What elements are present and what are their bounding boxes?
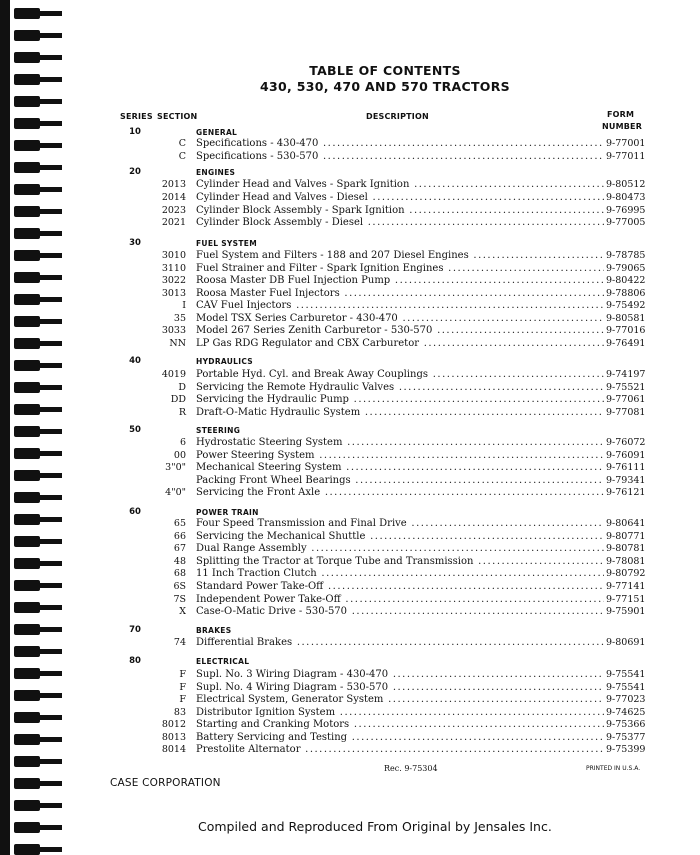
header-form: FORM (607, 110, 635, 119)
toc-entry-row (70, 337, 700, 350)
section-code: F (179, 682, 186, 693)
entry-description: Fuel System and Filters - 188 and 207 Diesel Engines ..... (196, 249, 604, 262)
entry-description: Servicing the Front Axle ..... (196, 486, 604, 499)
form-number: 9-80771 (606, 531, 646, 542)
toc-entry-row (70, 150, 700, 163)
binding-ring (14, 536, 40, 547)
form-number: 9-77061 (606, 394, 646, 405)
section-code: X (179, 606, 186, 617)
entry-description: Electrical System, Generator System ..... (196, 693, 604, 706)
form-number: 9-77001 (606, 138, 646, 149)
toc-entry-row (70, 436, 700, 449)
compiled-by-note: Compiled and Reproduced From Original by Jensales Inc. (198, 819, 552, 834)
form-number: 9-76072 (606, 437, 646, 448)
section-code: I (182, 300, 186, 311)
section-code: 4019 (161, 369, 186, 380)
section-code: 3110 (161, 263, 186, 274)
form-number: 9-76121 (606, 487, 646, 498)
binding-ring (14, 426, 40, 437)
entry-description: Supl. No. 3 Wiring Diagram - 430-470 ..... (196, 668, 604, 681)
form-number: 9-77141 (606, 581, 646, 592)
header-number: NUMBER (602, 122, 643, 131)
section-code: 48 (173, 556, 186, 567)
form-number: 9-74625 (606, 707, 646, 718)
form-number: 9-75901 (606, 606, 646, 617)
category-heading: BRAKES (196, 626, 232, 635)
binding-ring (14, 690, 40, 701)
binding-ring (14, 756, 40, 767)
entry-description: Cylinder Head and Valves - Spark Ignition ..... (196, 178, 604, 191)
section-code: 8014 (161, 744, 186, 755)
entry-description: Specifications - 530-570 ..... (196, 150, 604, 163)
binding-ring (14, 668, 40, 679)
header-section: SECTION (157, 112, 198, 121)
form-number: 9-75492 (606, 300, 646, 311)
section-code: 3033 (161, 325, 186, 336)
toc-entry-row (70, 580, 700, 593)
form-number: 9-80792 (606, 568, 646, 579)
entry-description: Specifications - 430-470 ..... (196, 137, 604, 150)
form-number: 9-75541 (606, 669, 646, 680)
toc-entry-row (70, 368, 700, 381)
binding-ring (14, 140, 40, 151)
binding-ring (14, 118, 40, 129)
series-number: 10 (129, 127, 141, 137)
section-code: 3"0" (165, 462, 186, 473)
section-code: R (178, 407, 186, 418)
entry-description: CAV Fuel Injectors ..... (196, 299, 604, 312)
toc-entry-row (70, 299, 700, 312)
entry-description: Model 267 Series Zenith Carburetor - 530-570 ..... (196, 324, 604, 337)
entry-description: Independent Power Take-Off ..... (196, 593, 604, 606)
section-code: NN (169, 338, 186, 349)
binding-ring (14, 316, 40, 327)
binding-ring (14, 602, 40, 613)
series-number: 30 (129, 238, 141, 248)
section-code: 35 (173, 313, 186, 324)
page-subtitle: 430, 530, 470 AND 570 TRACTORS (260, 79, 510, 94)
series-number: 60 (129, 507, 141, 517)
binding-ring (14, 734, 40, 745)
toc-entry-row (70, 668, 700, 681)
toc-entry-row (70, 324, 700, 337)
binding-ring (14, 580, 40, 591)
form-number: 9-76491 (606, 338, 646, 349)
form-number: 9-80473 (606, 192, 646, 203)
toc-entry-row (70, 406, 700, 419)
form-number: 9-77081 (606, 407, 646, 418)
entry-description: Standard Power Take-Off ..... (196, 580, 604, 593)
section-code: 83 (173, 707, 186, 718)
section-code: 2021 (161, 217, 186, 228)
binding-ring (14, 30, 40, 41)
entry-description: Prestolite Alternator ..... (196, 743, 604, 756)
form-number: 9-78806 (606, 288, 646, 299)
binding-ring (14, 404, 40, 415)
category-heading: FUEL SYSTEM (196, 239, 257, 248)
binding-spine (0, 0, 10, 855)
spiral-binding (0, 0, 70, 855)
section-code: 3010 (161, 250, 186, 261)
entry-description: Roosa Master DB Fuel Injection Pump ..... (196, 274, 604, 287)
entry-description: LP Gas RDG Regulator and CBX Carburetor ..... (196, 337, 604, 350)
form-number: 9-74197 (606, 369, 646, 380)
form-number: 9-80691 (606, 637, 646, 648)
category-heading: HYDRAULICS (196, 357, 253, 366)
section-code: 66 (173, 531, 186, 542)
section-code: 2014 (161, 192, 186, 203)
form-number: 9-80641 (606, 518, 646, 529)
binding-ring (14, 8, 40, 19)
toc-entry-row (70, 718, 700, 731)
entry-description: Cylinder Block Assembly - Spark Ignition ..... (196, 204, 604, 217)
binding-ring (14, 712, 40, 723)
category-heading: STEERING (196, 426, 241, 435)
section-code: D (178, 382, 186, 393)
entry-description: Splitting the Tractor at Torque Tube and Transmission ..... (196, 555, 604, 568)
form-number: 9-75521 (606, 382, 646, 393)
form-number: 9-79341 (606, 475, 646, 486)
binding-ring (14, 470, 40, 481)
section-code: 7S (173, 594, 186, 605)
toc-entry-row (70, 393, 700, 406)
category-heading: ELECTRICAL (196, 657, 250, 666)
section-code: 4"0" (165, 487, 186, 498)
form-number: 9-77011 (606, 151, 646, 162)
binding-ring (14, 360, 40, 371)
series-number: 70 (129, 625, 141, 635)
form-number: 9-77016 (606, 325, 646, 336)
form-number: 9-76091 (606, 450, 646, 461)
entry-description: Differential Brakes ..... (196, 636, 604, 649)
toc-entry-row (70, 693, 700, 706)
toc-entry-row (70, 567, 700, 580)
toc-entry-row (70, 274, 700, 287)
binding-ring (14, 338, 40, 349)
section-code: 00 (173, 450, 186, 461)
form-number: 9-77151 (606, 594, 646, 605)
entry-description: Servicing the Mechanical Shuttle ..... (196, 530, 604, 543)
binding-ring (14, 272, 40, 283)
binding-ring (14, 250, 40, 261)
entry-description: Supl. No. 4 Wiring Diagram - 530-570 ..... (196, 681, 604, 694)
document-page (70, 0, 700, 855)
entry-description: Servicing the Remote Hydraulic Valves ..... (196, 381, 604, 394)
section-code: 6S (173, 581, 186, 592)
header-series: SERIES (120, 112, 153, 121)
binding-ring (14, 646, 40, 657)
section-code: 2013 (161, 179, 186, 190)
category-heading: GENERAL (196, 128, 238, 137)
category-row (70, 355, 700, 368)
entry-description: Cylinder Block Assembly - Diesel ..... (196, 216, 604, 229)
section-code: 68 (173, 568, 186, 579)
section-code: 65 (173, 518, 186, 529)
printed-in-usa: PRINTED IN U.S.A. (586, 765, 641, 772)
series-number: 20 (129, 167, 141, 177)
entry-description: Portable Hyd. Cyl. and Break Away Couplings ..... (196, 368, 604, 381)
header-description: DESCRIPTION (366, 112, 429, 121)
entry-description: Servicing the Hydraulic Pump ..... (196, 393, 604, 406)
binding-ring (14, 96, 40, 107)
binding-ring (14, 52, 40, 63)
toc-entry-row (70, 517, 700, 530)
entry-description: Model TSX Series Carburetor - 430-470 ..... (196, 312, 604, 325)
entry-description: Packing Front Wheel Bearings ..... (196, 474, 604, 487)
entry-description: 11 Inch Traction Clutch ..... (196, 567, 604, 580)
form-number: 9-75377 (606, 732, 646, 743)
toc-entry-row (70, 542, 700, 555)
entry-description: Starting and Cranking Motors ..... (196, 718, 604, 731)
binding-ring (14, 294, 40, 305)
section-code: 2023 (161, 205, 186, 216)
binding-ring (14, 228, 40, 239)
binding-ring (14, 74, 40, 85)
form-number: 9-78785 (606, 250, 646, 261)
entry-description: Power Steering System ..... (196, 449, 604, 462)
toc-entry-row (70, 636, 700, 649)
section-code: 3013 (161, 288, 186, 299)
toc-entry-row (70, 216, 700, 229)
form-number: 9-77005 (606, 217, 646, 228)
binding-ring (14, 382, 40, 393)
form-number: 9-80781 (606, 543, 646, 554)
section-code: DD (170, 394, 186, 405)
section-code: F (179, 669, 186, 680)
form-number: 9-75541 (606, 682, 646, 693)
category-heading: POWER TRAIN (196, 508, 259, 517)
section-code: C (178, 151, 186, 162)
entry-description: Hydrostatic Steering System ..... (196, 436, 604, 449)
toc-entry-row (70, 605, 700, 618)
section-code: 3022 (161, 275, 186, 286)
toc-entry-row (70, 178, 700, 191)
entry-description: Case-O-Matic Drive - 530-570 ..... (196, 605, 604, 618)
form-number: 9-76995 (606, 205, 646, 216)
section-code: C (178, 138, 186, 149)
section-code: 74 (173, 637, 186, 648)
binding-ring (14, 778, 40, 789)
entry-description: Dual Range Assembly ..... (196, 542, 604, 555)
form-number: 9-79065 (606, 263, 646, 274)
toc-entry-row (70, 249, 700, 262)
binding-ring (14, 162, 40, 173)
form-number: 9-80422 (606, 275, 646, 286)
form-number: 9-77023 (606, 694, 646, 705)
binding-ring (14, 448, 40, 459)
category-heading: ENGINES (196, 168, 236, 177)
binding-ring (14, 184, 40, 195)
section-code: 67 (173, 543, 186, 554)
toc-entry-row (70, 486, 700, 499)
entry-description: Draft-O-Matic Hydraulic System ..... (196, 406, 604, 419)
rec-number: Rec. 9-75304 (384, 764, 438, 773)
category-row (70, 655, 700, 668)
form-number: 9-80581 (606, 313, 646, 324)
binding-ring (14, 514, 40, 525)
page-title: TABLE OF CONTENTS (309, 63, 461, 78)
entry-description: Fuel Strainer and Filter - Spark Ignition Engines ..... (196, 262, 604, 275)
form-number: 9-80512 (606, 179, 646, 190)
entry-description: Mechanical Steering System ..... (196, 461, 604, 474)
binding-ring (14, 822, 40, 833)
form-number: 9-75366 (606, 719, 646, 730)
toc-entry-row (70, 743, 700, 756)
entry-description: Distributor Ignition System ..... (196, 706, 604, 719)
series-number: 40 (129, 356, 141, 366)
section-code: F (179, 694, 186, 705)
section-code: 8013 (161, 732, 186, 743)
binding-ring (14, 844, 40, 855)
form-number: 9-75399 (606, 744, 646, 755)
form-number: 9-78081 (606, 556, 646, 567)
toc-entry-row (70, 461, 700, 474)
entry-description: Cylinder Head and Valves - Diesel ..... (196, 191, 604, 204)
entry-description: Four Speed Transmission and Final Drive ..... (196, 517, 604, 530)
binding-ring (14, 492, 40, 503)
binding-ring (14, 558, 40, 569)
section-code: 6 (179, 437, 186, 448)
section-code: 8012 (161, 719, 186, 730)
binding-ring (14, 800, 40, 811)
toc-entry-row (70, 191, 700, 204)
binding-ring (14, 624, 40, 635)
company-name: CASE CORPORATION (110, 777, 221, 789)
binding-ring (14, 206, 40, 217)
toc-entry-row (70, 137, 700, 150)
form-number: 9-76111 (606, 462, 646, 473)
series-number: 50 (129, 425, 141, 435)
series-number: 80 (129, 656, 141, 666)
entry-description: Roosa Master Fuel Injectors ..... (196, 287, 604, 300)
entry-description: Battery Servicing and Testing ..... (196, 731, 604, 744)
